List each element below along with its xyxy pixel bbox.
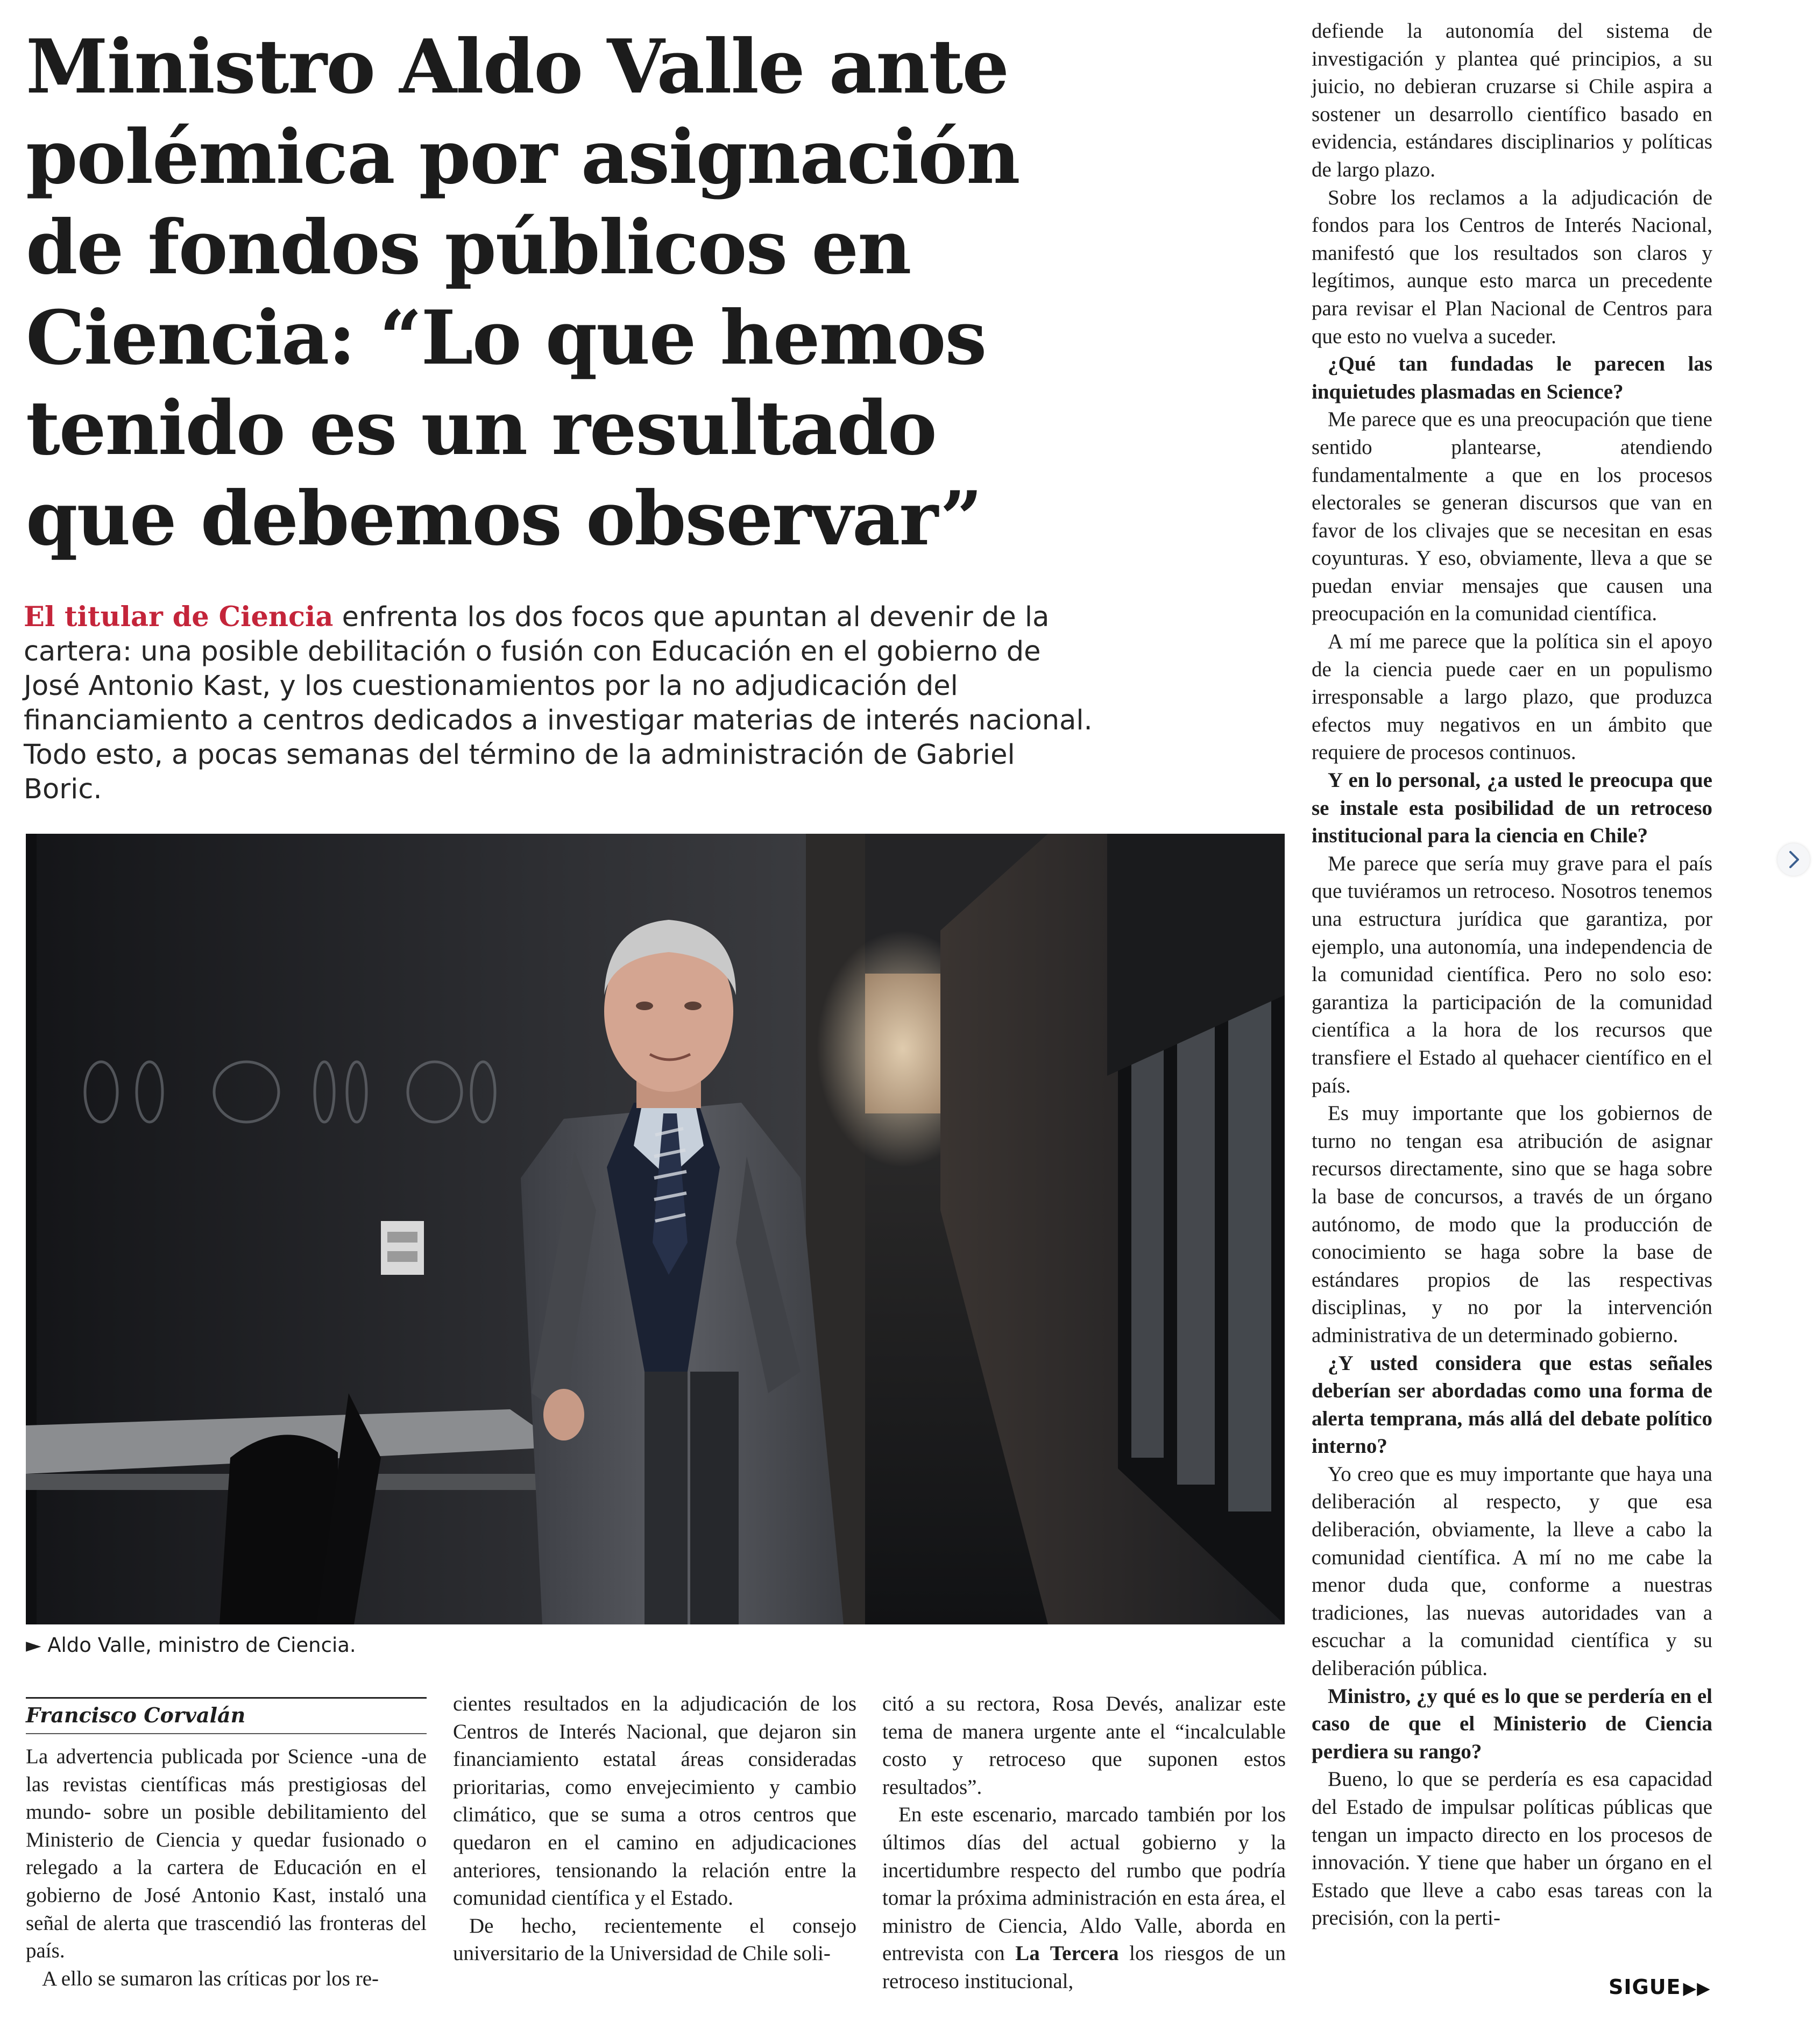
paragraph: De hecho, recientemente el consejo universitario de la Universidad de Chile soli- [453,1914,856,1965]
paragraph-text: los riesgos de un retroceso institucional, [882,1942,1286,1993]
paragraph: citó a su rectora, Rosa Devés, analizar este tema de manera urgente ante el “incalculable costo y retroceso que suponen estos resultados”. [882,1692,1286,1799]
photo-minister-corridor [26,834,1285,1624]
paragraph: Bueno, lo que se perdería es esa capacidad del Estado de impulsar políticas públicas que tengan un impacto directo en los procesos de innovación. Y tiene que haber un órgano en el Estado que lleve a cabo esas tareas con la precisión, con la perti- [1312,1768,1712,1930]
lede [24,600,1100,807]
continue-label: SIGUE [1609,1975,1681,1999]
paragraph: defiende la autonomía del sistema de investigación y plantea qué principios, a su juicio, no debieran cruzarse si Chile aspira a sostener un desarrollo científico basado en evidencia, estándares disciplinarios y políticas de largo plazo. [1312,19,1712,181]
publication-name: La Tercera [1015,1942,1119,1965]
interview-question: ¿Y usted considera que estas señales deberían ser abordadas como una forma de alerta temprana, más allá del debate político interno? [1312,1351,1712,1458]
lede-text: enfrenta los dos focos que apuntan al devenir de la cartera: una posible debilitación o fusión con Educación en el gobierno de José Antonio Kast, y los cuestionamientos por la no adjudicación del financiamiento a centros dedicados a investigar materias de interés nacional. Todo esto, a pocas semanas del término de la administración de Gabriel Boric. [24,601,1093,805]
article-photo [26,834,1285,1624]
paragraph: Me parece que sería muy grave para el país que tuviéramos un retroceso. Nosotros tenemos una estructura jurídica que garantiza, por ejemplo, una autonomía, una independencia de la comunidad científica. Pero no solo eso: garantiza la participación de la comunidad científica a la hora de los recursos que transfiere el Estado al quehacer científico en el país. [1312,851,1712,1097]
paragraph: cientes resultados en la adjudicación de los Centros de Interés Nacional, que dejaron sin financiamiento estatal áreas consideradas prioritarias, como envejecimiento y cambio climático, que se suma a otros centros que quedaron en el camino en adjudicaciones anteriores, tensionando la relación entre la comunidad científica y el Estado. [453,1692,856,1910]
lede-kicker: El titular de Ciencia [24,601,334,633]
paragraph-text: En este escenario, marcado también por los últimos días del actual gobierno y la incertidumbre respecto del rumbo que podría tomar la próxima administración en esta área, el ministro de Ciencia, Aldo Valle, aborda en entrevista con [882,1803,1286,1965]
byline: Francisco Corvalán [26,1703,246,1727]
headline: Ministro Aldo Valle ante polémica por asignación de fondos públicos en Ciencia: “Lo que hemos tenido es un resultado que debemos observar” [26,23,1019,562]
paragraph: A mí me parece que la política sin el apoyo de la ciencia puede caer en un populismo irresponsable a largo plazo, que produzca efectos muy negativos en un ámbito que requiere de procesos continuos. [1312,630,1712,764]
paragraph [882,1801,1286,1995]
double-triangle-right-icon: ▶▶ [1683,1978,1711,1998]
chevron-right-icon [1777,843,1810,876]
body-column-3 [882,1690,1286,1996]
paragraph: Me parece que es una preocupación que tiene sentido plantearse, atendiendo fundamentalmente a que en los procesos electorales se generan discursos que van en favor de los clivajes que se necesitan en esas coyunturas. Y eso, obviamente, lleva a que se puedan enviar mensajes que causen una preocupación en la comunidad científica. [1312,408,1712,626]
byline-bottom-rule [26,1733,427,1734]
byline-top-rule [26,1697,427,1699]
paragraph: La advertencia publicada por Science -una de las revistas científicas más prestigiosas del mundo- sobre un posible debilitamiento del Ministerio de Ciencia y quedar fusionado o relegado a la cartera de Educación en el gobierno de José Antonio Kast, instaló una señal de alerta que trascendió las fronteras del país. [26,1745,427,1963]
paragraph: Es muy importante que los gobiernos de turno no tengan esa atribución de asignar recursos directamente, sino que se haga sobre la base de concursos, a través de un órgano autónomo, de modo que la producción de conocimiento se haga sobre la base de estándares propios de las respectivas disciplinas, y no por la intervención administrativa de un determinado gobierno. [1312,1102,1712,1347]
interview-question: ¿Qué tan fundadas le parecen las inquietudes plasmadas en Science? [1312,352,1712,403]
paragraph: A ello se sumaron las críticas por los re- [42,1967,379,1990]
photo-caption: ► Aldo Valle, ministro de Ciencia. [26,1634,356,1657]
paragraph: Yo creo que es muy importante que haya una deliberación al respecto, y que esa deliberación, obviamente, la lleve a cabo la comunidad científica. A mí no me cabe la menor duda que, conforme a nuestras tradiciones, las nuevas autoridades van a escuchar a la comunidad científica y su deliberación pública. [1312,1462,1712,1680]
next-page-button[interactable] [1777,843,1810,876]
body-column-4 [1312,17,1712,1932]
continue-marker [1609,1975,1711,1999]
body-column-1 [26,1743,427,1992]
body-column-2 [453,1690,856,1968]
paragraph: Sobre los reclamos a la adjudicación de fondos para los Centros de Interés Nacional, manifestó que los resultados son claros y legítimos, aunque esto marca un precedente para revisar el Plan Nacional de Centros para que esto no vuelva a suceder. [1312,186,1712,348]
interview-question: Y en lo personal, ¿a usted le preocupa que se instale esta posibilidad de un retroceso institucional para la ciencia en Chile? [1312,769,1712,848]
interview-question: Ministro, ¿y qué es lo que se perdería en el caso de que el Ministerio de Ciencia perdiera su rango? [1312,1684,1712,1763]
